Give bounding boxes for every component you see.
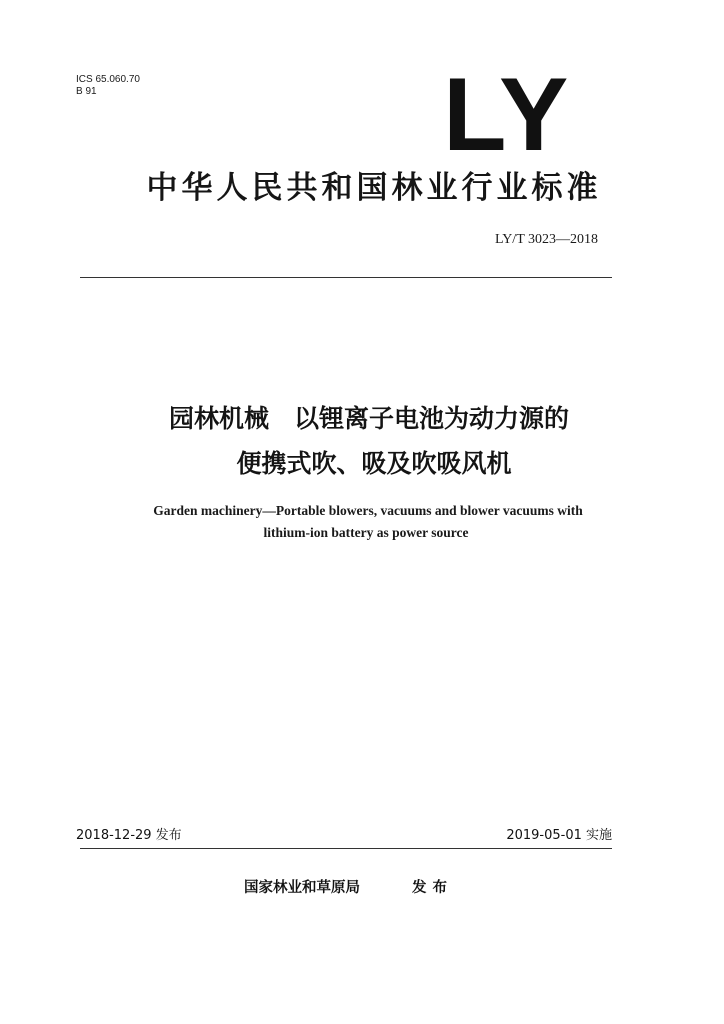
ics-code: ICS 65.060.70 (76, 74, 140, 85)
classification-codes (76, 74, 140, 98)
issue-date: 2018-12-29 发布 (76, 828, 182, 843)
chinese-title-line-2: 便携式吹、吸及吹吸风机 (236, 449, 512, 478)
ly-logo: LY (443, 57, 571, 173)
chinese-title-line-1: 园林机械 以锂离子电池为动力源的 (168, 404, 569, 433)
top-divider (80, 277, 612, 278)
english-title-line-2: lithium-ion battery as power source (263, 525, 469, 540)
publish-label: 发布 (412, 880, 453, 896)
ccs-code: B 91 (76, 86, 97, 97)
implementation-date: 2019-05-01 实施 (506, 828, 612, 843)
standard-number: LY/T 3023—2018 (495, 232, 598, 247)
standard-title: 中华人民共和国林业行业标准 (146, 170, 602, 206)
publisher-name: 国家林业和草原局 (244, 880, 360, 896)
bottom-divider (80, 848, 612, 849)
english-title-line-1: Garden machinery—Portable blowers, vacuums and blower vacuums with (153, 503, 583, 518)
